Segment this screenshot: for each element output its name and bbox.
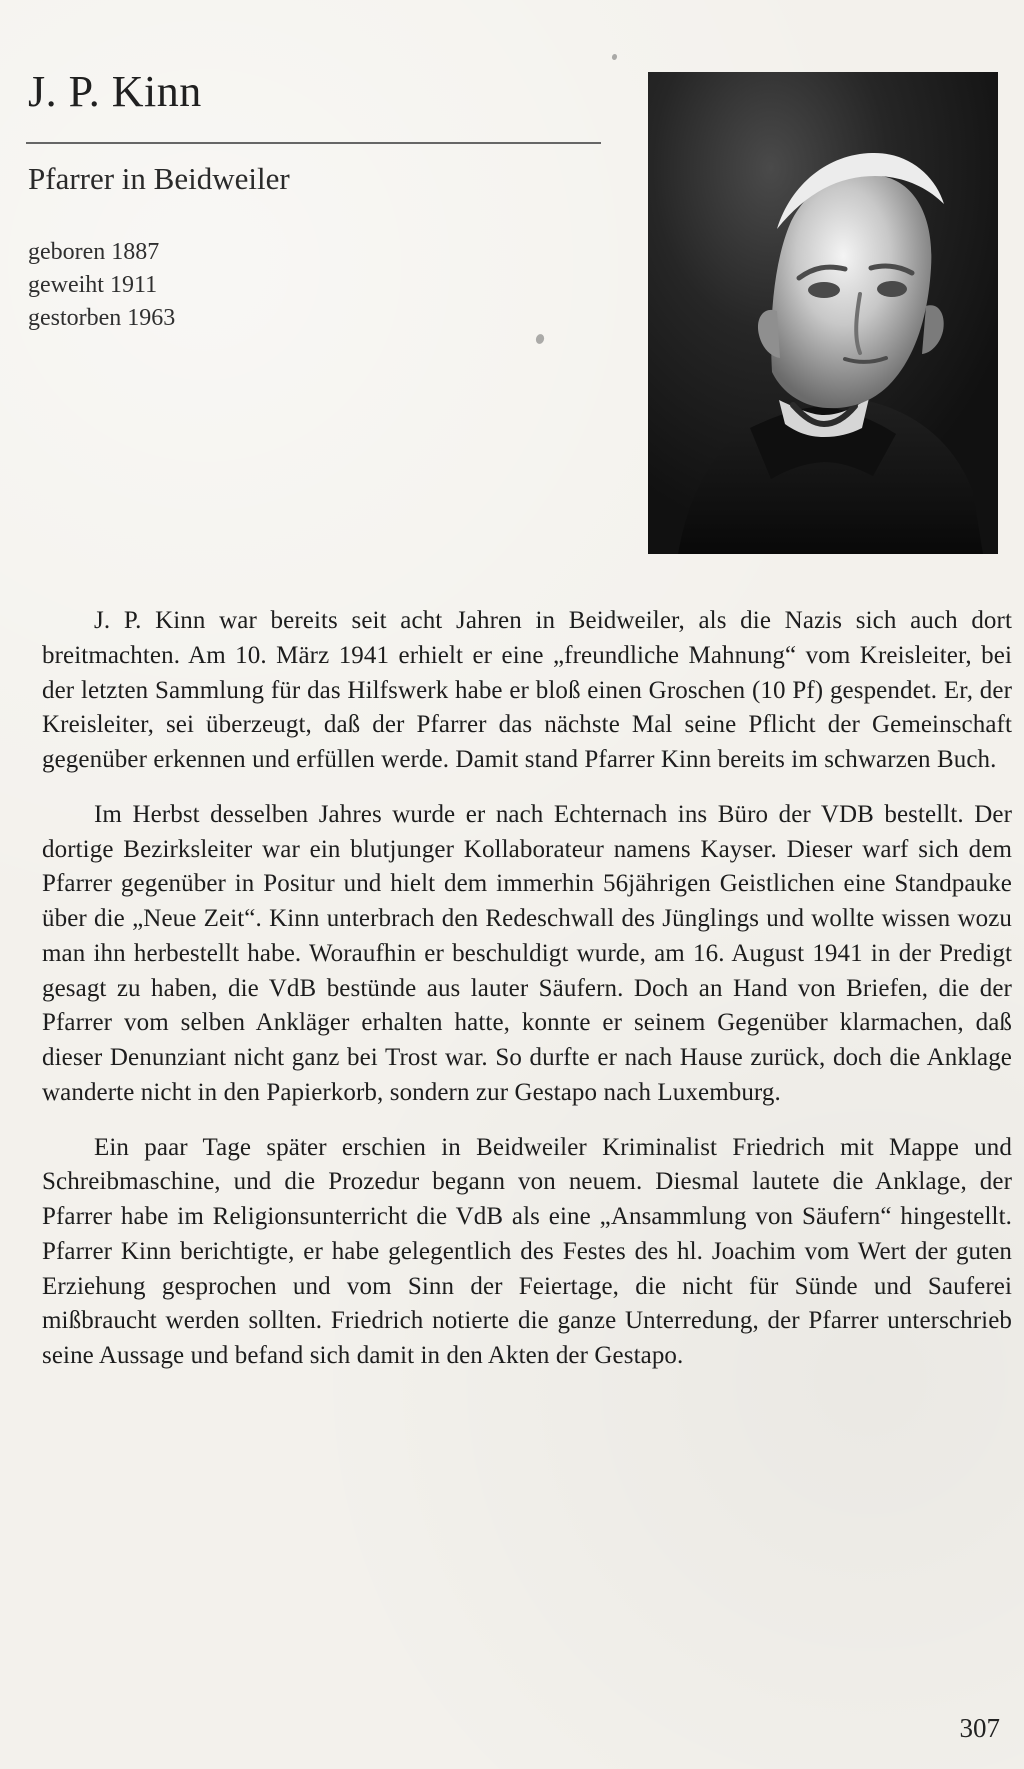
page-title: J. P. Kinn bbox=[28, 67, 202, 116]
vita-list bbox=[28, 236, 175, 335]
vita-ordination: geweiht 1911 bbox=[28, 272, 158, 299]
vita-death: gestorben 1963 bbox=[28, 305, 176, 332]
priest-portrait-icon bbox=[648, 72, 998, 554]
paragraph-1: J. P. Kinn war bereits seit acht Jahren in Beidweiler, als die Nazis sich auch dort breitmachten. Am 10. März 1941 erhielt er eine „freundliche Mahnung“ vom Kreisleiter, bei der letzten Sammlung für das Hilfswerk habe er bloß einen Groschen (10 Pf) gespendet. Er, der Kreisleiter, sei überzeugt, daß der Pfarrer das nächste Mal seine Pflicht der Gemeinschaft gegenüber erkennen und erfüllen werde. Damit stand Pfarrer Kinn bereits im schwarzen Buch. bbox=[42, 607, 1012, 773]
paper-speck bbox=[611, 53, 618, 60]
paper-speck bbox=[535, 333, 546, 345]
paragraph-2: Im Herbst desselben Jahres wurde er nach Echternach ins Büro der VDB bestellt. Der dortige Bezirksleiter war ein blutjunger Kollaborateur namens Kayser. Dieser warf sich dem Pfarrer gegenüber in Positur und hielt dem immerhin 56jährigen Geistlichen eine Standpauke über die „Neue Zeit“. Kinn unterbrach den Redeschwall des Jünglings und wollte wissen wozu man ihn herbestellt habe. Woraufhin er beschuldigt wurde, am 16. August 1941 in der Predigt gesagt zu haben, die VdB bestünde aus lauter Säufern. Doch an Hand von Briefen, die der Pfarrer vom selben Ankläger erhalten hatte, konnte er seinem Gegenüber klarmachen, daß dieser Denunziant nicht ganz bei Trost war. So durfte er nach Hause zurück, doch die Anklage wanderte nicht in den Papierkorb, sondern zur Gestapo nach Luxemburg. bbox=[42, 800, 1012, 1106]
page-subtitle: Pfarrer in Beidweiler bbox=[28, 161, 290, 196]
portrait-photo bbox=[648, 72, 998, 554]
paragraph-3: Ein paar Tage später erschien in Beidweiler Kriminalist Friedrich mit Mappe und Schreibmaschine, und die Prozedur begann von neuem. Diesmal lautete die Anklage, der Pfarrer habe im Religionsunterricht die VdB als eine „Ansammlung von Säufern“ hingestellt. Pfarrer Kinn berichtigte, er habe gelegentlich des Festes des hl. Joachim vom Wert der guten Erziehung gesprochen und vom Sinn der Feiertage, die nicht für Sünde und Sauferei mißbraucht werden sollten. Friedrich notierte die ganze Unterredung, der Pfarrer unterschrieb seine Aussage und befand sich damit in den Akten der Gestapo. bbox=[42, 1133, 1012, 1369]
title-rule bbox=[26, 142, 601, 144]
article-body bbox=[42, 604, 1012, 1394]
vita-birth: geboren 1887 bbox=[28, 239, 160, 265]
page-number: 307 bbox=[959, 1713, 1000, 1743]
